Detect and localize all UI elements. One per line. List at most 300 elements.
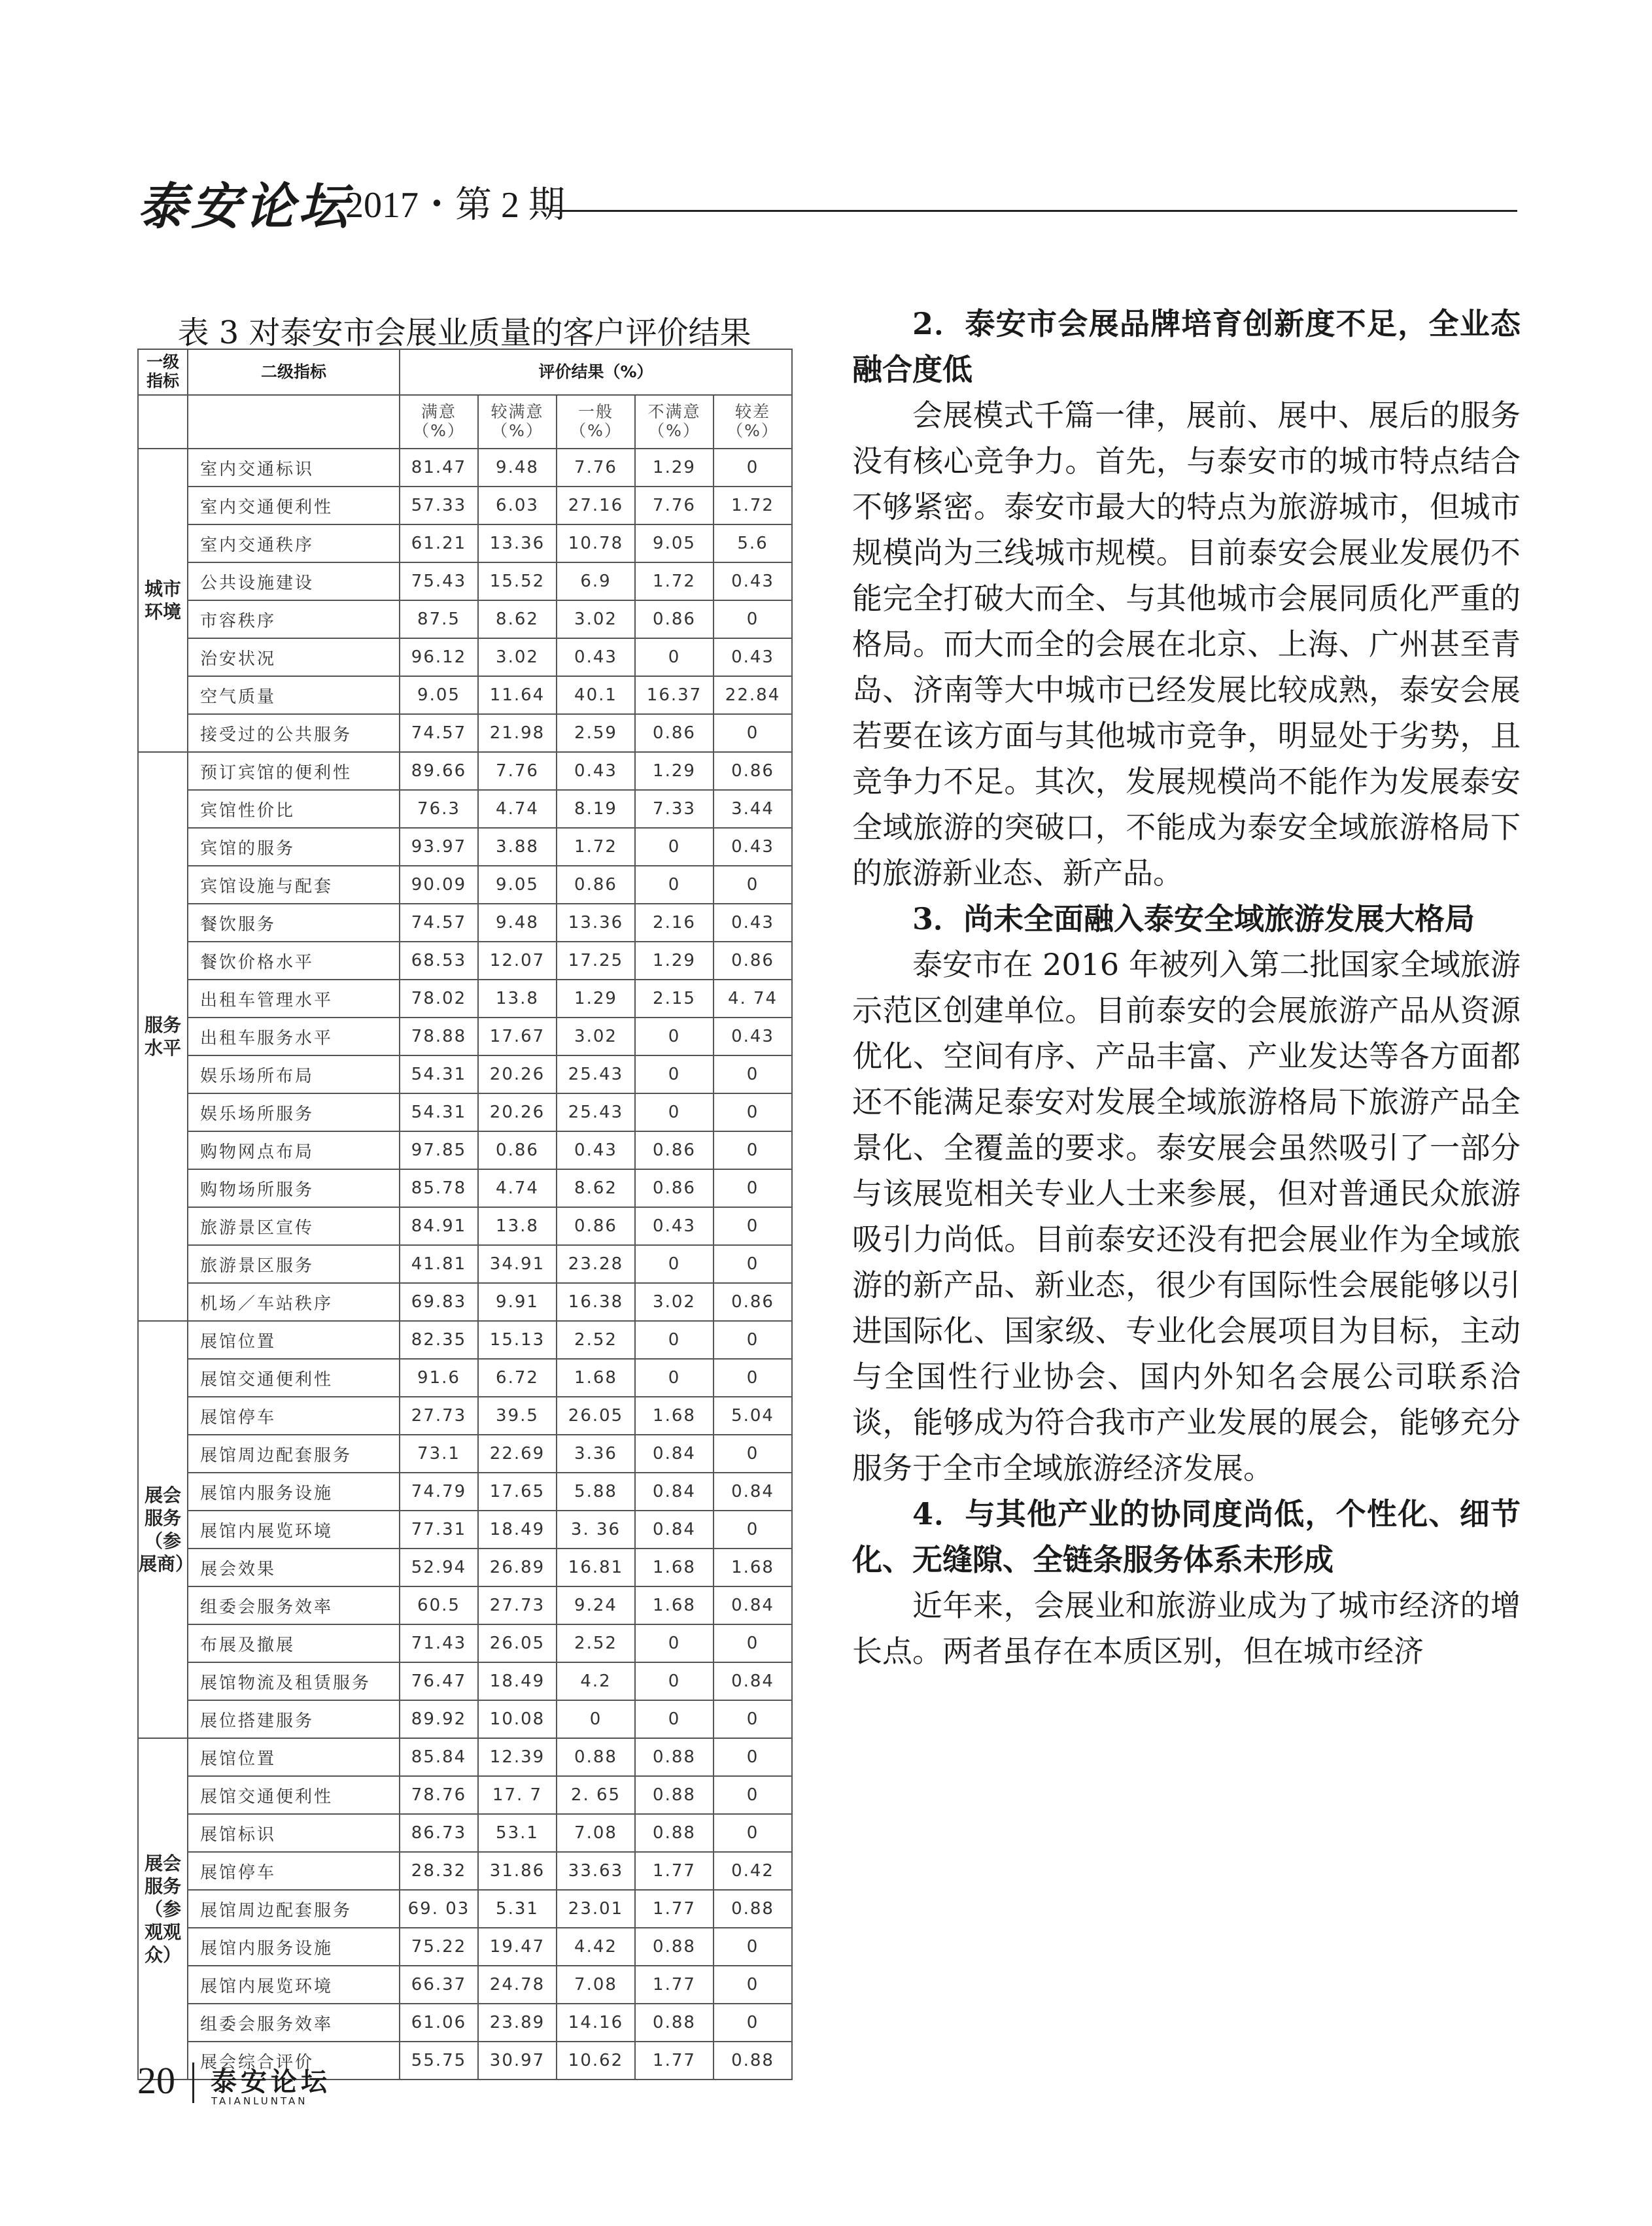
score-cell: 0.84 — [635, 1511, 714, 1549]
table-row — [138, 1131, 792, 1169]
score-cell: 7.33 — [635, 790, 714, 828]
score-cell: 24.78 — [478, 1966, 557, 2004]
score-cell: 30.97 — [478, 2042, 557, 2080]
score-cell: 0 — [635, 828, 714, 866]
table-row — [138, 1928, 792, 1966]
score-cell: 0 — [714, 1207, 792, 1245]
indicator-name: 宾馆设施与配套 — [188, 866, 400, 904]
score-cell: 4. 74 — [714, 980, 792, 1018]
score-cell: 0 — [635, 866, 714, 904]
indicator-name: 展馆停车 — [188, 1397, 400, 1435]
score-cell: 0.86 — [557, 1207, 635, 1245]
table-row — [138, 1738, 792, 1776]
score-cell: 15.52 — [478, 562, 557, 600]
score-cell: 2.15 — [635, 980, 714, 1018]
score-cell: 76.47 — [400, 1662, 478, 1700]
score-cell: 4.74 — [478, 790, 557, 828]
indicator-name: 餐饮服务 — [188, 904, 400, 942]
score-cell: 0.86 — [635, 714, 714, 752]
score-cell: 8.62 — [557, 1169, 635, 1207]
indicator-name: 治安状况 — [188, 638, 400, 676]
header-blank — [188, 395, 400, 449]
score-cell: 0 — [714, 1928, 792, 1966]
score-cell: 23.28 — [557, 1245, 635, 1283]
score-cell: 7.08 — [557, 1814, 635, 1852]
header-results: 评价结果（%） — [400, 349, 792, 395]
table-title: 表 3 对泰安市会展业质量的客户评价结果 — [177, 315, 751, 351]
score-cell: 26.05 — [478, 1624, 557, 1662]
score-cell: 68.53 — [400, 942, 478, 980]
indicator-name: 室内交通标识 — [188, 449, 400, 487]
table-row — [138, 1624, 792, 1662]
score-cell: 78.88 — [400, 1018, 478, 1055]
score-cell: 57.33 — [400, 487, 478, 524]
score-cell: 2.52 — [557, 1321, 635, 1359]
score-cell: 12.07 — [478, 942, 557, 980]
score-cell: 0.86 — [635, 1131, 714, 1169]
indicator-name: 布展及撤展 — [188, 1624, 400, 1662]
indicator-name: 展馆标识 — [188, 1814, 400, 1852]
group-label: 展会服务（参展商） — [138, 1321, 188, 1738]
score-cell: 27.16 — [557, 487, 635, 524]
score-cell: 78.02 — [400, 980, 478, 1018]
paragraph: 近年来，会展业和旅游业成为了城市经济的增长点。两者虽存在本质区别，但在城市经济 — [852, 1588, 1521, 1669]
score-cell: 2.52 — [557, 1624, 635, 1662]
header-average: 一般（%） — [557, 395, 635, 449]
footer-journal-pinyin: TAIANLUNTAN — [211, 2095, 308, 2107]
indicator-name: 展馆内服务设施 — [188, 1928, 400, 1966]
table-row — [138, 1093, 792, 1131]
section-heading: 3．尚未全面融入泰安全域旅游发展大格局 — [912, 901, 1475, 936]
score-cell: 0.86 — [635, 1169, 714, 1207]
indicator-name: 展馆交通便利性 — [188, 1776, 400, 1814]
score-cell: 25.43 — [557, 1093, 635, 1131]
page-number: 20 — [137, 2059, 175, 2102]
indicator-name: 餐饮价格水平 — [188, 942, 400, 980]
score-cell: 18.49 — [478, 1662, 557, 1700]
score-cell: 0.84 — [714, 1473, 792, 1511]
indicator-name: 组委会服务效率 — [188, 2004, 400, 2042]
table-row — [138, 2004, 792, 2042]
page-footer — [137, 2059, 595, 2111]
score-cell: 0.43 — [557, 638, 635, 676]
score-cell: 1.77 — [635, 2042, 714, 2080]
score-cell: 0 — [714, 1624, 792, 1662]
score-cell: 19.47 — [478, 1928, 557, 1966]
score-cell: 17.67 — [478, 1018, 557, 1055]
indicator-name: 出租车服务水平 — [188, 1018, 400, 1055]
score-cell: 16.38 — [557, 1283, 635, 1321]
indicator-name: 娱乐场所布局 — [188, 1055, 400, 1093]
score-cell: 3.02 — [478, 638, 557, 676]
score-cell: 0 — [635, 1018, 714, 1055]
group-label: 城市环境 — [138, 449, 188, 752]
score-cell: 60.5 — [400, 1586, 478, 1624]
score-cell: 6.9 — [557, 562, 635, 600]
table-row — [138, 1245, 792, 1283]
score-cell: 9.05 — [478, 866, 557, 904]
indicator-name: 宾馆的服务 — [188, 828, 400, 866]
score-cell: 0 — [714, 1055, 792, 1093]
score-cell: 15.13 — [478, 1321, 557, 1359]
score-cell: 53.1 — [478, 1814, 557, 1852]
score-cell: 8.62 — [478, 600, 557, 638]
score-cell: 74.57 — [400, 904, 478, 942]
score-cell: 0.88 — [635, 1738, 714, 1776]
score-cell: 54.31 — [400, 1055, 478, 1093]
score-cell: 55.75 — [400, 2042, 478, 2080]
table-row — [138, 1890, 792, 1928]
score-cell: 81.47 — [400, 449, 478, 487]
score-cell: 5.88 — [557, 1473, 635, 1511]
score-cell: 61.21 — [400, 524, 478, 562]
score-cell: 1.72 — [714, 487, 792, 524]
score-cell: 1.29 — [635, 942, 714, 980]
score-cell: 93.97 — [400, 828, 478, 866]
score-cell: 0.43 — [714, 828, 792, 866]
table-row — [138, 1700, 792, 1738]
group-label: 服务水平 — [138, 752, 188, 1321]
indicator-name: 展馆内展览环境 — [188, 1966, 400, 2004]
score-cell: 82.35 — [400, 1321, 478, 1359]
score-cell: 11.64 — [478, 676, 557, 714]
score-cell: 1.29 — [635, 752, 714, 790]
score-cell: 0.42 — [714, 1852, 792, 1890]
score-cell: 75.43 — [400, 562, 478, 600]
header-unsatisfied: 不满意（%） — [635, 395, 714, 449]
score-cell: 1.68 — [635, 1397, 714, 1435]
journal-title: 泰安论坛 — [137, 177, 352, 235]
table-row — [138, 1814, 792, 1852]
score-cell: 9.05 — [635, 524, 714, 562]
score-cell: 0 — [635, 638, 714, 676]
score-cell: 23.01 — [557, 1890, 635, 1928]
table-row — [138, 1511, 792, 1549]
table-row — [138, 942, 792, 980]
header-level1: 一级指标 — [138, 349, 188, 395]
score-cell: 0.43 — [714, 1018, 792, 1055]
score-cell: 34.91 — [478, 1245, 557, 1283]
score-cell: 4.74 — [478, 1169, 557, 1207]
score-cell: 0 — [714, 1511, 792, 1549]
score-cell: 0.84 — [635, 1435, 714, 1473]
score-cell: 3.02 — [635, 1283, 714, 1321]
score-cell: 0.88 — [714, 2042, 792, 2080]
table-row — [138, 1549, 792, 1586]
score-cell: 9.24 — [557, 1586, 635, 1624]
table-row — [138, 1055, 792, 1093]
score-cell: 1.77 — [635, 1966, 714, 2004]
score-cell: 0 — [714, 1776, 792, 1814]
score-cell: 21.98 — [478, 714, 557, 752]
score-cell: 0.88 — [635, 1928, 714, 1966]
score-cell: 0 — [714, 714, 792, 752]
score-cell: 7.76 — [478, 752, 557, 790]
score-cell: 5.04 — [714, 1397, 792, 1435]
score-cell: 0 — [635, 1700, 714, 1738]
score-cell: 13.36 — [557, 904, 635, 942]
score-cell: 0 — [635, 1093, 714, 1131]
score-cell: 26.05 — [557, 1397, 635, 1435]
score-cell: 16.37 — [635, 676, 714, 714]
score-cell: 2. 65 — [557, 1776, 635, 1814]
indicator-name: 展馆内服务设施 — [188, 1473, 400, 1511]
indicator-name: 展会效果 — [188, 1549, 400, 1586]
indicator-name: 市容秩序 — [188, 600, 400, 638]
score-cell: 7.76 — [557, 449, 635, 487]
score-cell: 90.09 — [400, 866, 478, 904]
header-poor: 较差（%） — [714, 395, 792, 449]
score-cell: 5.6 — [714, 524, 792, 562]
score-cell: 33.63 — [557, 1852, 635, 1890]
score-cell: 52.94 — [400, 1549, 478, 1586]
score-cell: 0 — [635, 1055, 714, 1093]
indicator-name: 空气质量 — [188, 676, 400, 714]
indicator-name: 出租车管理水平 — [188, 980, 400, 1018]
score-cell: 0.86 — [635, 600, 714, 638]
header-fairly-satisfied: 较满意（%） — [478, 395, 557, 449]
score-cell: 7.08 — [557, 1966, 635, 2004]
score-cell: 4.2 — [557, 1662, 635, 1700]
score-cell: 71.43 — [400, 1624, 478, 1662]
score-cell: 0 — [714, 1093, 792, 1131]
score-cell: 4.42 — [557, 1928, 635, 1966]
indicator-name: 展馆位置 — [188, 1321, 400, 1359]
score-cell: 9.48 — [478, 449, 557, 487]
score-cell: 13.8 — [478, 1207, 557, 1245]
score-cell: 0.86 — [557, 866, 635, 904]
score-cell: 0 — [714, 1738, 792, 1776]
score-cell: 1.68 — [635, 1549, 714, 1586]
table-row — [138, 1776, 792, 1814]
score-cell: 0.43 — [714, 562, 792, 600]
score-cell: 0.84 — [714, 1586, 792, 1624]
score-cell: 61.06 — [400, 2004, 478, 2042]
score-cell: 0.88 — [557, 1738, 635, 1776]
score-cell: 17.25 — [557, 942, 635, 980]
score-cell: 10.62 — [557, 2042, 635, 2080]
score-cell: 0 — [714, 600, 792, 638]
table-row — [138, 1397, 792, 1435]
score-cell: 25.43 — [557, 1055, 635, 1093]
score-cell: 40.1 — [557, 676, 635, 714]
score-cell: 89.66 — [400, 752, 478, 790]
score-cell: 5.31 — [478, 1890, 557, 1928]
score-cell: 17. 7 — [478, 1776, 557, 1814]
indicator-name: 旅游景区服务 — [188, 1245, 400, 1283]
table-row — [138, 1586, 792, 1624]
score-cell: 27.73 — [478, 1586, 557, 1624]
group-label: 展会服务（参观观众） — [138, 1738, 188, 2080]
score-cell: 0 — [714, 866, 792, 904]
score-cell: 14.16 — [557, 2004, 635, 2042]
score-cell: 96.12 — [400, 638, 478, 676]
score-cell: 85.78 — [400, 1169, 478, 1207]
score-cell: 0.88 — [635, 1776, 714, 1814]
score-cell: 28.32 — [400, 1852, 478, 1890]
score-cell: 0 — [714, 1321, 792, 1359]
score-cell: 66.37 — [400, 1966, 478, 2004]
score-cell: 78.76 — [400, 1776, 478, 1814]
paragraph: 会展模式千篇一律，展前、展中、展后的服务没有核心竞争力。首先，与泰安市的城市特点结合不够紧密。泰安市最大的特点为旅游城市，但城市规模尚为三线城市规模。目前泰安会展业发展仍不能完全打破大而全、与其他城市会展同质化严重的格局。而大而全的会展在北京、上海、广州甚至青岛、济南等大中城市已经发展比较成熟，泰安会展若要在该方面与其他城市竞争，明显处于劣势，且竞争力不足。其次，发展规模尚不能作为发展泰安全域旅游的突破口，不能成为泰安全域旅游格局下的旅游新业态、新产品。 — [852, 398, 1521, 891]
table-row — [138, 790, 792, 828]
score-cell: 3.44 — [714, 790, 792, 828]
table-row — [138, 904, 792, 942]
score-cell: 86.73 — [400, 1814, 478, 1852]
score-cell: 1.68 — [714, 1549, 792, 1586]
score-cell: 0 — [714, 2004, 792, 2042]
table-row — [138, 1207, 792, 1245]
score-cell: 9.05 — [400, 676, 478, 714]
header-level2: 二级指标 — [188, 349, 400, 395]
table-row — [138, 1852, 792, 1890]
evaluation-table — [137, 349, 793, 2080]
score-cell: 20.26 — [478, 1093, 557, 1131]
score-cell: 26.89 — [478, 1549, 557, 1586]
indicator-name: 展馆周边配套服务 — [188, 1890, 400, 1928]
indicator-name: 旅游景区宣传 — [188, 1207, 400, 1245]
score-cell: 6.03 — [478, 487, 557, 524]
table-row — [138, 1169, 792, 1207]
score-cell: 0 — [714, 449, 792, 487]
score-cell: 9.48 — [478, 904, 557, 942]
score-cell: 0.84 — [714, 1662, 792, 1700]
score-cell: 13.8 — [478, 980, 557, 1018]
score-cell: 69. 03 — [400, 1890, 478, 1928]
table-row — [138, 866, 792, 904]
score-cell: 3.88 — [478, 828, 557, 866]
score-cell: 0 — [714, 1245, 792, 1283]
table-body — [138, 449, 792, 2080]
table-row — [138, 638, 792, 676]
score-cell: 1.29 — [635, 449, 714, 487]
indicator-name: 购物网点布局 — [188, 1131, 400, 1169]
score-cell: 16.81 — [557, 1549, 635, 1586]
score-cell: 27.73 — [400, 1397, 478, 1435]
score-cell: 0.43 — [557, 752, 635, 790]
score-cell: 0.43 — [557, 1131, 635, 1169]
score-cell: 6.72 — [478, 1359, 557, 1397]
score-cell: 0 — [635, 1624, 714, 1662]
score-cell: 0 — [635, 1321, 714, 1359]
indicator-name: 机场／车站秩序 — [188, 1283, 400, 1321]
score-cell: 1.77 — [635, 1890, 714, 1928]
paragraph: 泰安市在 2016 年被列入第二批国家全域旅游示范区创建单位。目前泰安的会展旅游产品从资源优化、空间有序、产品丰富、产业发达等各方面都还不能满足泰安对发展全域旅游格局下旅游产品全景化、全覆盖的要求。泰安展会虽然吸引了一部分与该展览相关专业人士来参展，但对普通民众旅游吸引力尚低。目前泰安还没有把会展业作为全域旅游的新产品、新业态，很少有国际性会展能够以引进国际化、国家级、专业化会展项目为目标，主动与全国性行业协会、国内外知名会展公司联系洽谈，能够成为符合我市产业发展的展会，能够充分服务于全市全域旅游经济发展。 — [852, 947, 1521, 1486]
score-cell: 0.43 — [714, 904, 792, 942]
indicator-name: 展会综合评价 — [188, 2042, 400, 2080]
indicator-name: 展位搭建服务 — [188, 1700, 400, 1738]
indicator-name: 预订宾馆的便利性 — [188, 752, 400, 790]
footer-divider — [192, 2063, 194, 2103]
section-heading: 2．泰安市会展品牌培育创新度不足，全业态融合度低 — [852, 306, 1521, 387]
score-cell: 0.84 — [635, 1473, 714, 1511]
header-satisfied: 满意（%） — [400, 395, 478, 449]
indicator-name: 组委会服务效率 — [188, 1586, 400, 1624]
score-cell: 85.84 — [400, 1738, 478, 1776]
table-row — [138, 487, 792, 524]
score-cell: 0 — [635, 1662, 714, 1700]
score-cell: 3.36 — [557, 1435, 635, 1473]
table-row — [138, 1321, 792, 1359]
table-row — [138, 714, 792, 752]
table-row — [138, 828, 792, 866]
score-cell: 1.68 — [635, 1586, 714, 1624]
table-row — [138, 600, 792, 638]
table-row — [138, 1966, 792, 2004]
score-cell: 39.5 — [478, 1397, 557, 1435]
indicator-name: 公共设施建设 — [188, 562, 400, 600]
score-cell: 3. 36 — [557, 1511, 635, 1549]
table-row — [138, 1283, 792, 1321]
table-row — [138, 1473, 792, 1511]
score-cell: 1.72 — [557, 828, 635, 866]
indicator-name: 展馆周边配套服务 — [188, 1435, 400, 1473]
indicator-name: 购物场所服务 — [188, 1169, 400, 1207]
score-cell: 0 — [714, 1131, 792, 1169]
table-row — [138, 562, 792, 600]
header-blank — [138, 395, 188, 449]
score-cell: 22.69 — [478, 1435, 557, 1473]
footer-journal-name: 泰安论坛 — [211, 2067, 331, 2097]
score-cell: 41.81 — [400, 1245, 478, 1283]
score-cell: 0 — [714, 1169, 792, 1207]
score-cell: 17.65 — [478, 1473, 557, 1511]
score-cell: 10.78 — [557, 524, 635, 562]
score-cell: 10.08 — [478, 1700, 557, 1738]
article-body — [852, 301, 1521, 1674]
score-cell: 0 — [635, 1245, 714, 1283]
score-cell: 69.83 — [400, 1283, 478, 1321]
score-cell: 74.57 — [400, 714, 478, 752]
table-row — [138, 752, 792, 790]
score-cell: 1.77 — [635, 1852, 714, 1890]
score-cell: 1.68 — [557, 1359, 635, 1397]
indicator-name: 展馆内展览环境 — [188, 1511, 400, 1549]
score-cell: 3.02 — [557, 1018, 635, 1055]
score-cell: 20.26 — [478, 1055, 557, 1093]
score-cell: 12.39 — [478, 1738, 557, 1776]
score-cell: 89.92 — [400, 1700, 478, 1738]
table-row — [138, 449, 792, 487]
score-cell: 73.1 — [400, 1435, 478, 1473]
table-row — [138, 676, 792, 714]
score-cell: 7.76 — [635, 487, 714, 524]
score-cell: 76.3 — [400, 790, 478, 828]
header-rule — [549, 210, 1517, 212]
score-cell: 0 — [714, 1966, 792, 2004]
score-cell: 1.29 — [557, 980, 635, 1018]
score-cell: 75.22 — [400, 1928, 478, 1966]
score-cell: 0 — [714, 1814, 792, 1852]
score-cell: 2.59 — [557, 714, 635, 752]
score-cell: 87.5 — [400, 600, 478, 638]
table-row — [138, 1662, 792, 1700]
score-cell: 91.6 — [400, 1359, 478, 1397]
score-cell: 0.43 — [635, 1207, 714, 1245]
score-cell: 84.91 — [400, 1207, 478, 1245]
score-cell: 23.89 — [478, 2004, 557, 2042]
indicator-name: 接受过的公共服务 — [188, 714, 400, 752]
score-cell: 0 — [714, 1700, 792, 1738]
score-cell: 0 — [714, 1435, 792, 1473]
score-cell: 31.86 — [478, 1852, 557, 1890]
score-cell: 9.91 — [478, 1283, 557, 1321]
table-row — [138, 1435, 792, 1473]
score-cell: 0.86 — [714, 1283, 792, 1321]
score-cell: 0 — [635, 1359, 714, 1397]
score-cell: 1.72 — [635, 562, 714, 600]
score-cell: 0.86 — [714, 942, 792, 980]
